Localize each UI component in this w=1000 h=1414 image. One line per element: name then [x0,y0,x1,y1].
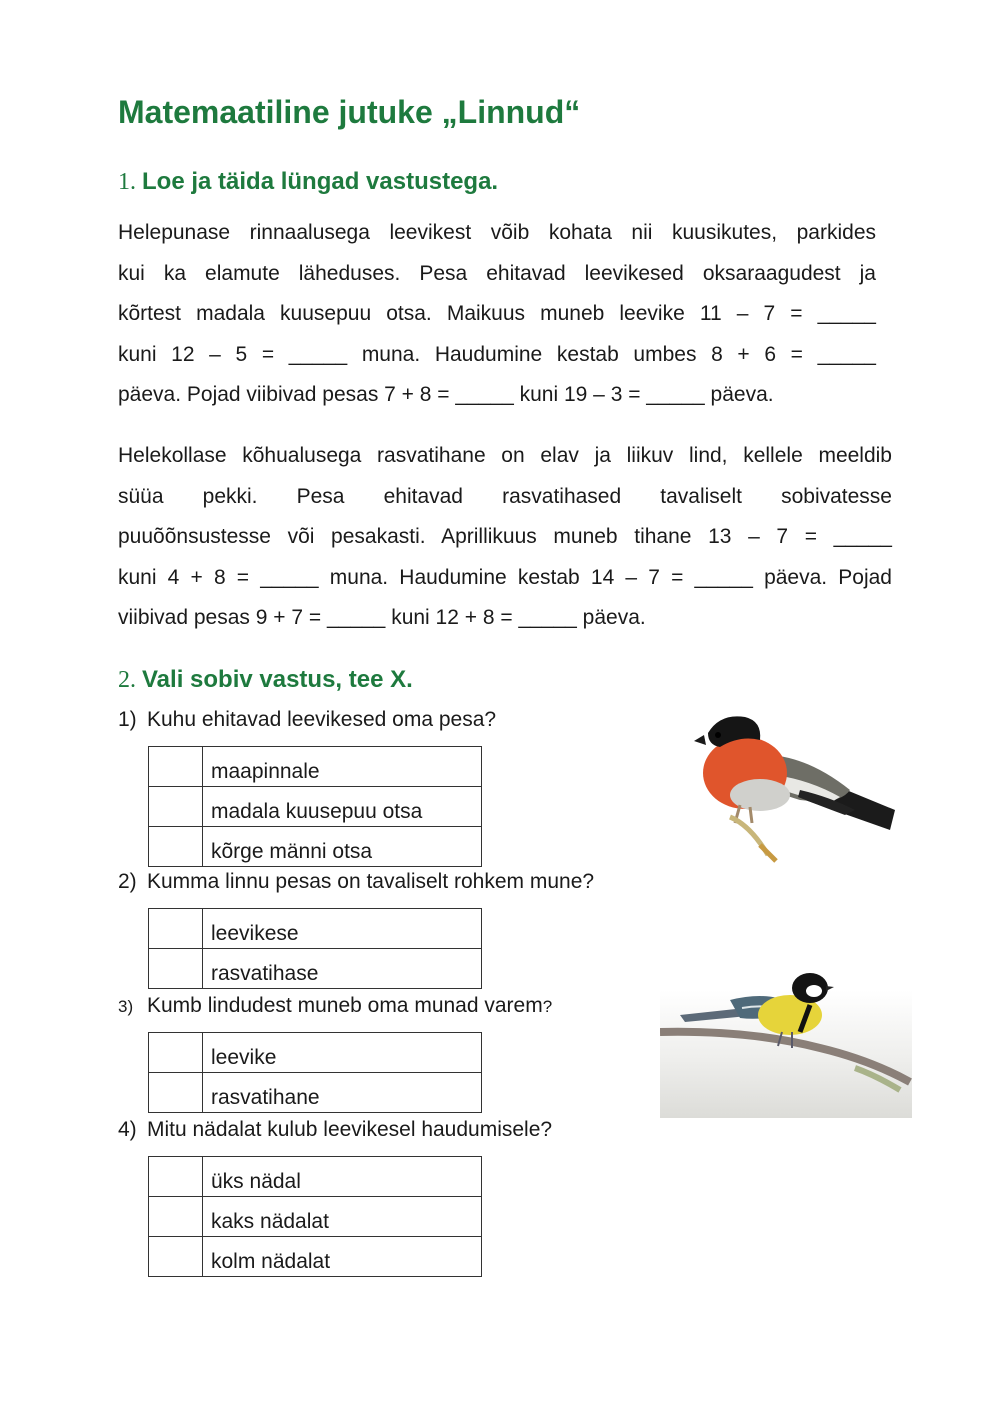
question-text: Kumma linnu pesas on tavaliselt rohkem mune? [147,870,595,893]
text-line: kui ka elamute läheduses. Pesa ehitavad leevikesed oksaraagudest ja [118,261,876,285]
text-line: kuni 12 – 5 = _____ muna. Haudumine kestab umbes 8 + 6 = _____ [118,342,876,366]
answer-label: kõrge männi otsa [203,827,482,867]
section-2-number: 2. [118,667,136,693]
answer-checkbox[interactable] [149,909,203,949]
answer-checkbox[interactable] [149,787,203,827]
answer-checkbox[interactable] [149,1157,203,1197]
text-line: päeva. Pojad viibivad pesas 7 + 8 = _____ kuni 19 – 3 = _____ päeva. [118,383,774,406]
question-text: Mitu nädalat kulub leevikesel haudumisele? [147,1118,553,1141]
answer-label: rasvatihase [203,949,482,989]
answer-row [149,909,482,949]
answer-label: maapinnale [203,747,482,787]
answer-row [149,1033,482,1073]
answer-table-4 [148,1156,482,1277]
bullfinch-paragraph [118,213,876,416]
answer-checkbox[interactable] [149,827,203,867]
answer-row [149,1197,482,1237]
question-number: 3) [118,997,134,1016]
answer-row [149,747,482,787]
answer-checkbox[interactable] [149,1197,203,1237]
answer-table-3 [148,1032,482,1113]
answer-checkbox[interactable] [149,747,203,787]
question-mark: ? [542,997,553,1016]
bullfinch-image [690,705,905,865]
section-2-title: Vali sobiv vastus, tee X. [142,666,413,693]
answer-label: kolm nädalat [203,1237,482,1277]
text-line: süüa pekki. Pesa ehitavad rasvatihased tavaliselt sobivatesse [118,484,892,508]
question-text: Kuhu ehitavad leevikesed oma pesa? [147,708,497,731]
question-4 [118,1118,552,1142]
text-line: Helepunase rinnaalusega leevikest võib kohata nii kuusikutes, parkides [118,221,876,244]
page-title: Matemaatiline jutuke „Linnud“ [118,94,581,130]
answer-row [149,1073,482,1113]
text-line: kuni 4 + 8 = _____ muna. Haudumine kestab 14 – 7 = _____ päeva. Pojad [118,565,892,589]
text-line: viibivad pesas 9 + 7 = _____ kuni 12 + 8 = _____ päeva. [118,606,646,629]
great-tit-paragraph [118,436,892,639]
great-tit-image [660,960,912,1118]
section-1-title: Loe ja täida lüngad vastustega. [142,168,499,195]
section-2-heading [118,666,413,694]
section-1-number: 1. [118,169,136,195]
answer-label: kaks nädalat [203,1197,482,1237]
answer-row [149,787,482,827]
question-3 [118,994,552,1018]
question-number: 4) [118,1118,137,1141]
question-number: 1) [118,708,137,731]
answer-label: leevike [203,1033,482,1073]
answer-checkbox[interactable] [149,949,203,989]
answer-checkbox[interactable] [149,1033,203,1073]
question-2 [118,870,594,894]
text-line: kõrtest madala kuusepuu otsa. Maikuus muneb leevike 11 – 7 = _____ [118,302,876,325]
answer-table-1 [148,746,482,867]
section-1-heading [118,168,498,196]
answer-row [149,949,482,989]
answer-row [149,1157,482,1197]
question-text: Kumb lindudest muneb oma munad varem [147,994,543,1017]
text-line: Helekollase kõhualusega rasvatihane on elav ja liikuv lind, kellele meeldib [118,444,892,467]
answer-label: üks nädal [203,1157,482,1197]
answer-checkbox[interactable] [149,1237,203,1277]
question-number: 2) [118,870,137,893]
answer-label: rasvatihane [203,1073,482,1113]
answer-label: leevikese [203,909,482,949]
question-1 [118,708,496,732]
answer-row [149,827,482,867]
answer-label: madala kuusepuu otsa [203,787,482,827]
answer-row [149,1237,482,1277]
text-line: puuõõnsustesse või pesakasti. Aprillikuus muneb tihane 13 – 7 = _____ [118,525,892,548]
answer-table-2 [148,908,482,989]
answer-checkbox[interactable] [149,1073,203,1113]
